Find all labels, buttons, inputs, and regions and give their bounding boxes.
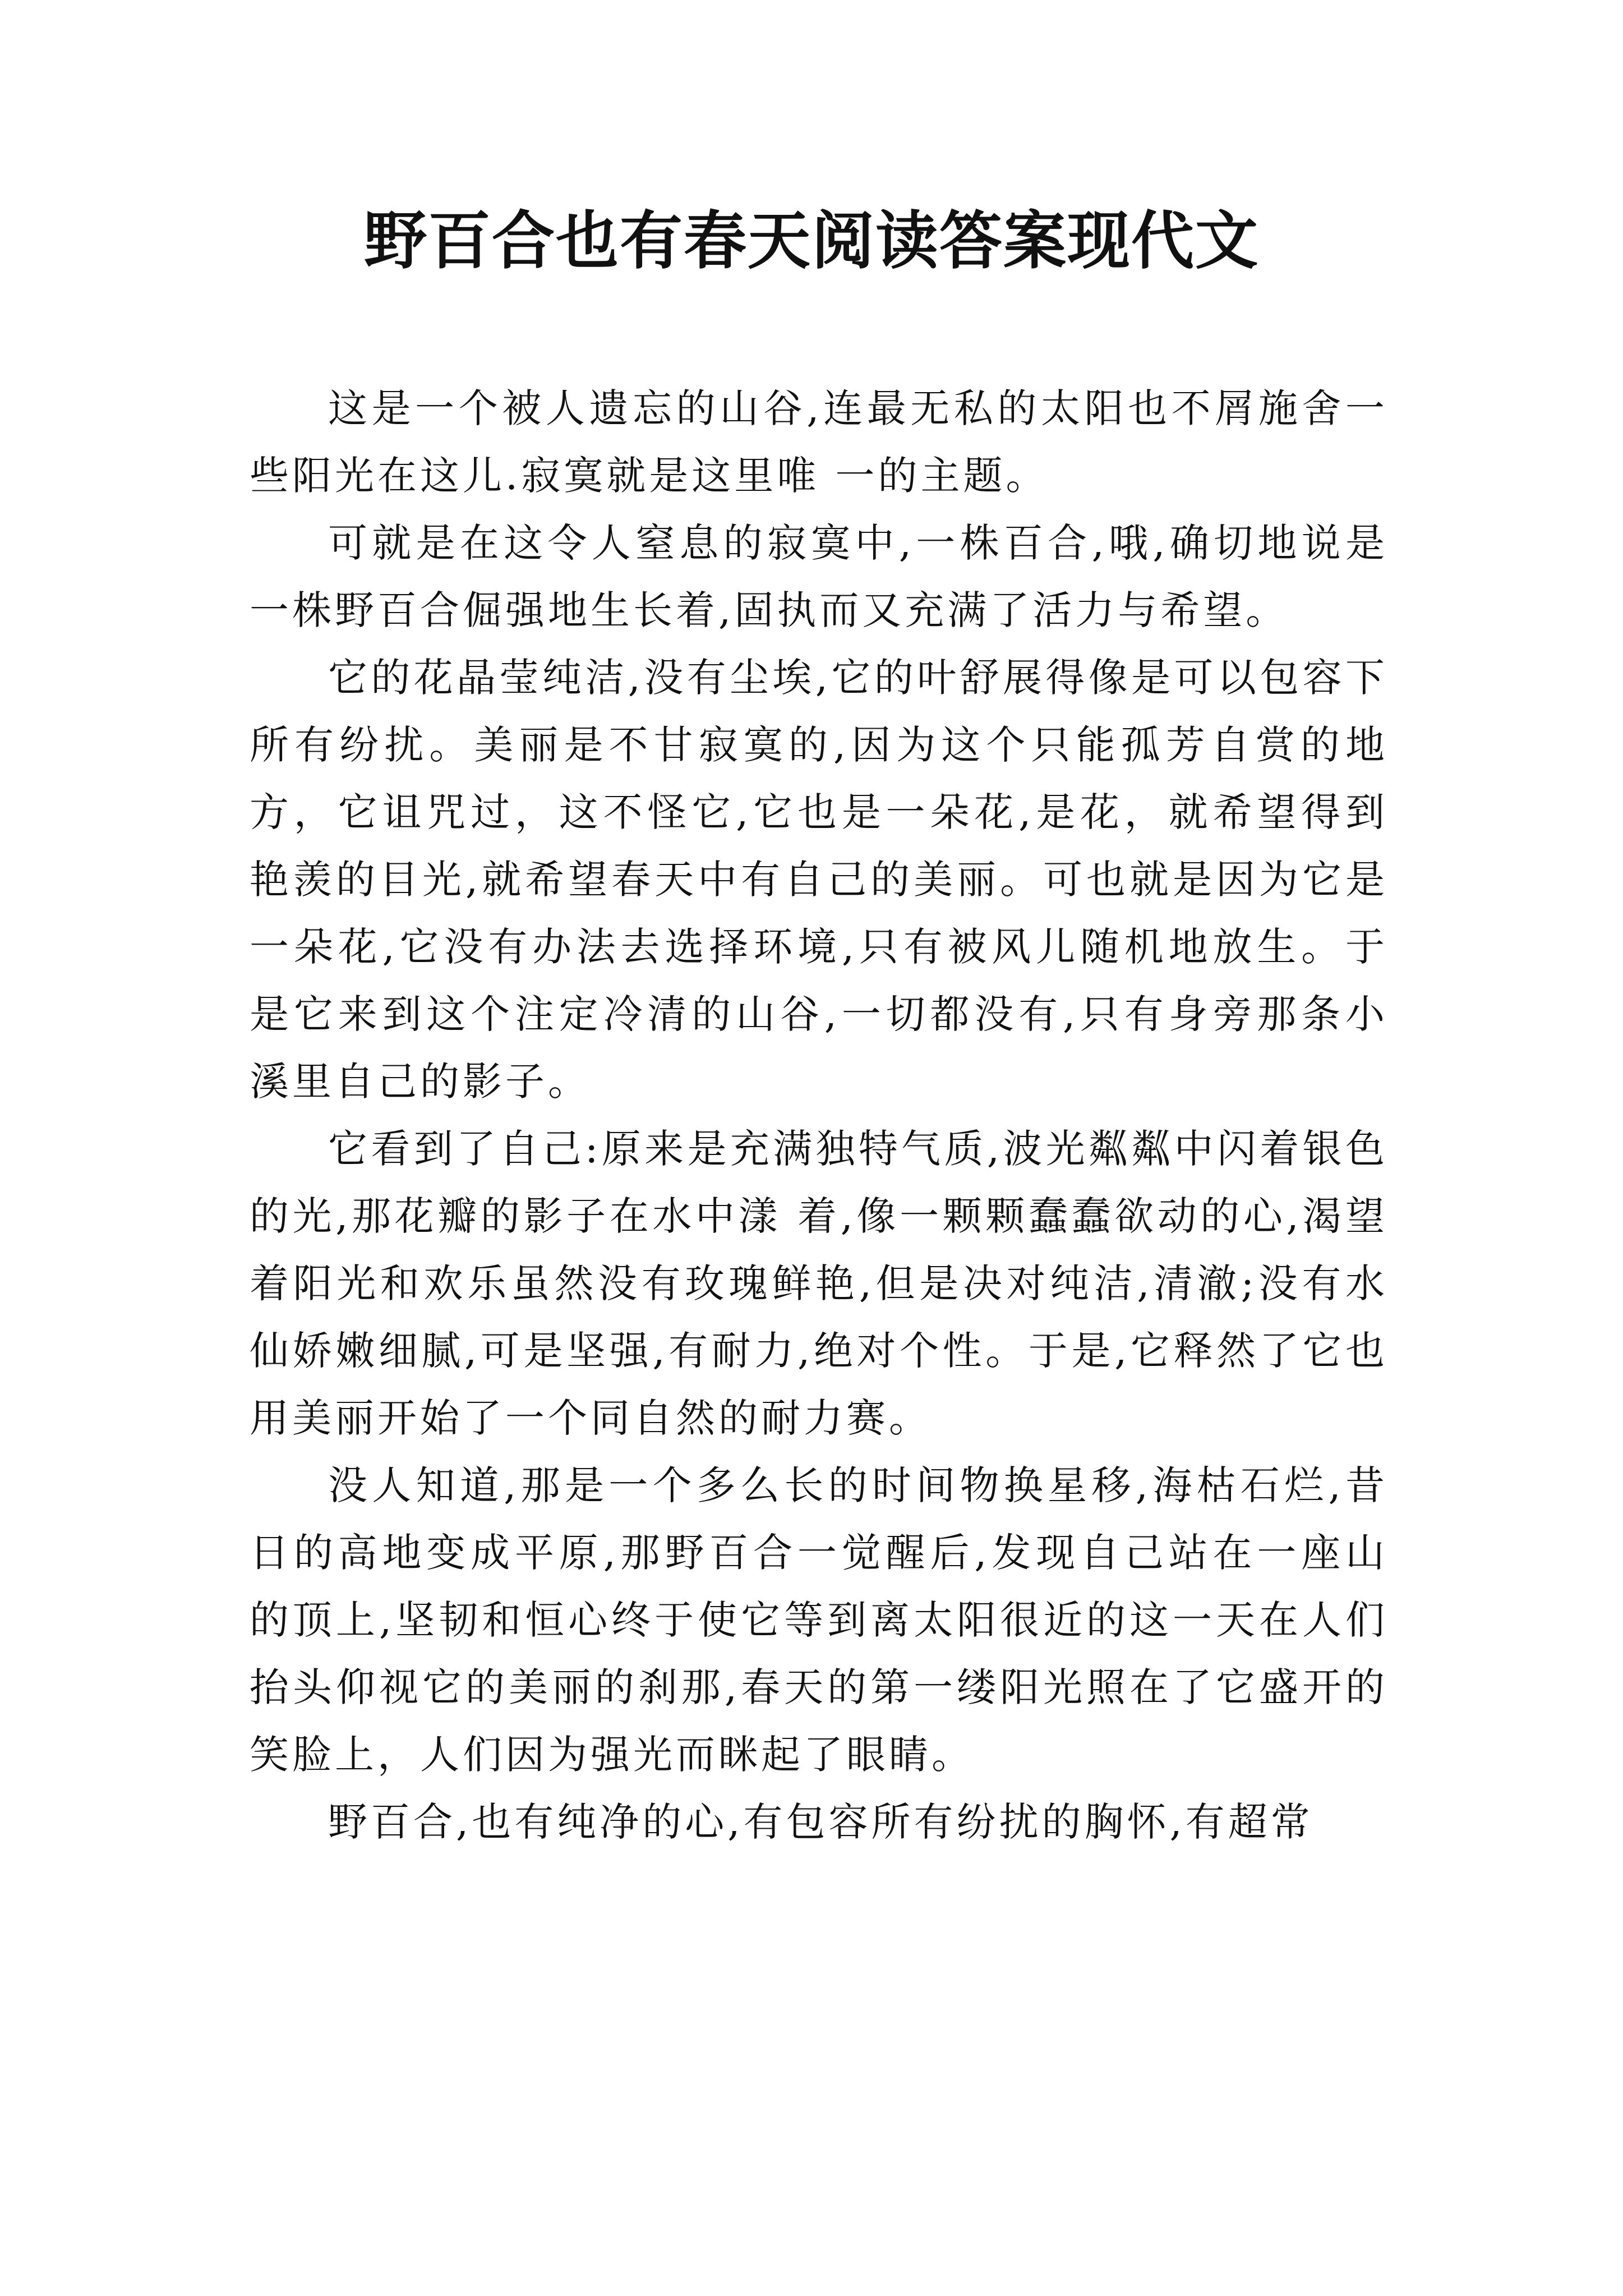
paragraph-1: 这是一个被人遗忘的山谷,连最无私的太阳也不屑施舍一些阳光在这儿.寂寞就是这里唯 一的主题。 [250, 385, 1388, 499]
paragraph-5: 没人知道,那是一个多么长的时间物换星移,海枯石烂,昔日的高地变成平原,那野百合一觉醒后,发现自己站在一座山的顶上,坚韧和恒心终于使它等到离太阳很近的这一天在人们抬头仰视它的美丽的刹那,春天的第一缕阳光照在了它盛开的笑脸上，人们因为强光而眯起了眼睛。 [250, 1462, 1388, 1778]
paragraph-4: 它看到了自己:原来是充满独特气质,波光粼粼中闪着银色的光,那花瓣的影子在水中漾 着,像一颗颗蠢蠢欲动的心,渴望着阳光和欢乐虽然没有玫瑰鲜艳,但是决对纯洁,清澈;没有水仙娇嫩细腻,可是坚强,有耐力,绝对个性。于是,它释然了它也用美丽开始了一个同自然的耐力赛。 [250, 1126, 1388, 1441]
document-title: 野百合也有春天阅读答案现代文 [364, 204, 1259, 278]
document-body [250, 375, 1388, 1856]
paragraph-6: 野百合,也有纯净的心,有包容所有纷扰的胸怀,有超常 [328, 1799, 1313, 1845]
paragraph-3: 它的花晶莹纯洁,没有尘埃,它的叶舒展得像是可以包容下所有纷扰。美丽是不甘寂寞的,因为这个只能孤芳自赏的地方，它诅咒过，这不怪它,它也是一朵花,是花，就希望得到艳羡的目光,就希望春天中有自己的美丽。可也就是因为它是一朵花,它没有办法去选择环境,只有被风儿随机地放生。于是它来到这个注定冷清的山谷,一切都没有,只有身旁那条小溪里自己的影子。 [250, 655, 1388, 1105]
paragraph-2: 可就是在这令人窒息的寂寞中,一株百合,哦,确切地说是一株野百合倔强地生长着,固执而又充满了活力与希望。 [250, 520, 1388, 633]
